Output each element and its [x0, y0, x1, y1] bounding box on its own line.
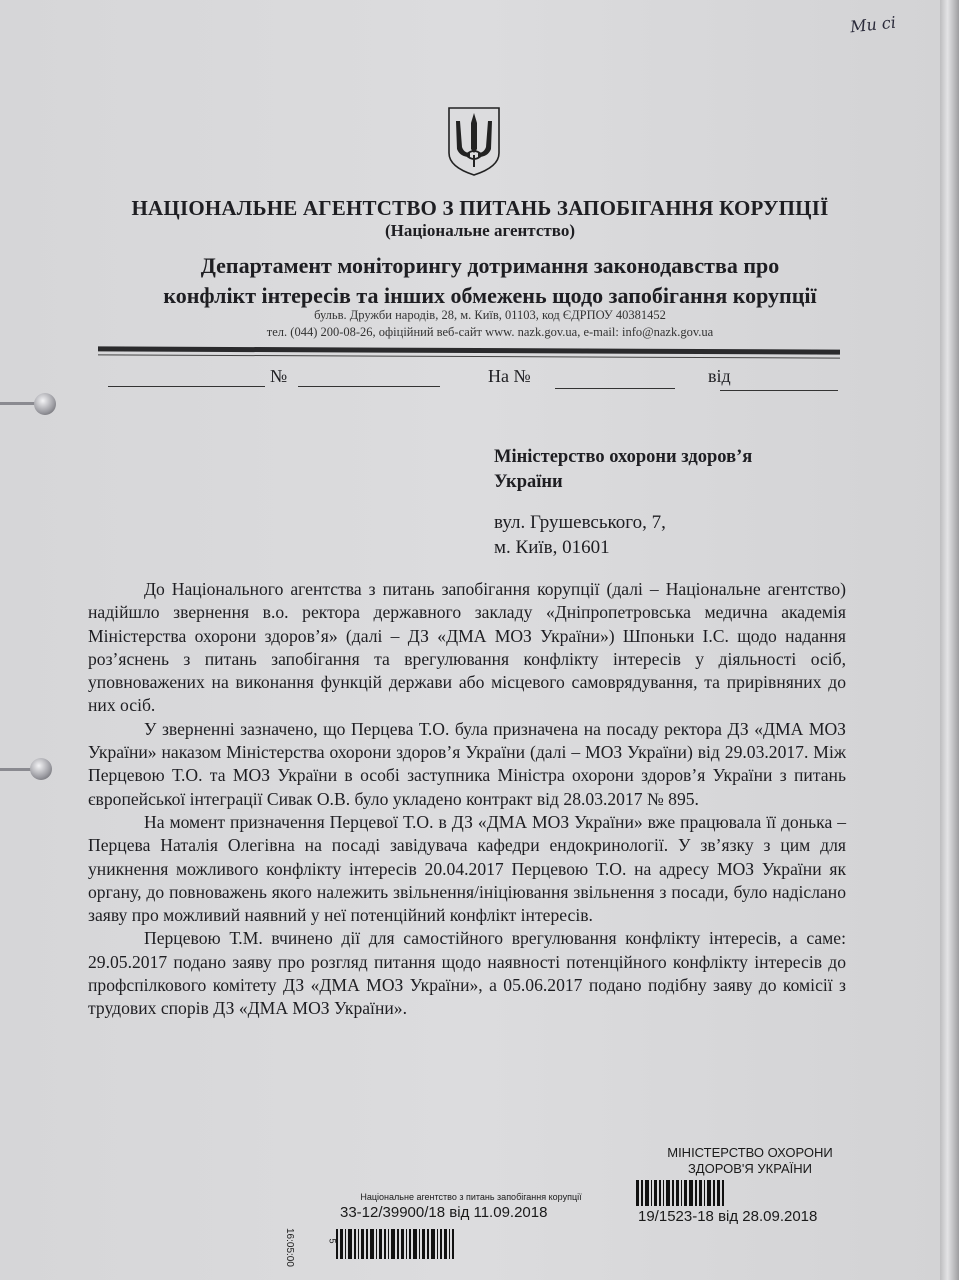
reply-date-blank: [720, 390, 838, 391]
stamp-org-line-1: МІНІСТЕРСТВО ОХОРОНИ: [667, 1145, 833, 1160]
reply-date-label: від: [708, 366, 731, 386]
reply-number-blank: [555, 388, 675, 389]
reply-number-label: На №: [488, 366, 531, 386]
ukraine-trident-emblem-icon: [446, 105, 502, 177]
stamp-side-mark: 5: [327, 1238, 338, 1244]
org-title: НАЦІОНАЛЬНЕ АГЕНТСТВО З ПИТАНЬ ЗАПОБІГАННЯ КОРУПЦІЇ: [131, 196, 829, 220]
org-short-name: (Національне агентство): [385, 221, 575, 240]
barcode-icon: [336, 1229, 606, 1259]
binder-ring-top: [34, 393, 56, 415]
department-line-1: Департамент моніторингу дотримання законодавства про: [200, 253, 780, 278]
binder-ring-bottom: [30, 758, 52, 780]
paragraph: У зверненні зазначено, що Перцева Т.О. була призначена на посаду ректора ДЗ «ДМА МОЗ України» наказом Міністерства охорони здоров’я України (далі – МОЗ України) від 29.03.2017. Між Перцевою Т.О. та МОЗ України в особі заступника Міністра охорони здоров’я України з питань європейської інтеграції Сивак О.В. було укладено контракт від 28.03.2017 № 895.: [88, 718, 846, 809]
stamp-reg-number: 19/1523-18 від 28.09.2018: [638, 1208, 818, 1225]
handwritten-note: Ми сі: [849, 12, 897, 37]
recipient-name: Міністерство охорони здоров’я України: [494, 447, 753, 492]
recipient-address: вул. Грушевського, 7, м. Київ, 01601: [494, 512, 666, 558]
barcode-icon: [636, 1180, 864, 1206]
paragraph: Перцевою Т.М. вчинено дії для самостійного врегулювання конфлікту інтересів, а саме: 29.05.2017 подано заяву про розгляд питання щодо наявності потенційного конфлікту інтересів до профспілкового комітету ДЗ «ДМА МОЗ України», а 05.06.2017 подано подібну заяву до комісії з трудових спорів ДЗ «ДМА МОЗ України».: [88, 928, 846, 1019]
stamp-org-line-2: ЗДОРОВ'Я УКРАЇНИ: [687, 1161, 813, 1176]
stamp-reg-number: 33-12/39900/18 від 11.09.2018: [340, 1204, 548, 1221]
nazk-registration-stamp: [327, 1192, 606, 1259]
moz-registration-stamp: [636, 1145, 864, 1225]
stamp-time: 16:05:00: [284, 1228, 295, 1267]
org-address: бульв. Дружби народів, 28, м. Київ, 01103, код ЄДРПОУ 40381452: [314, 308, 666, 322]
department-line-2: конфлікт інтересів та інших обмежень щодо запобігання корупції: [163, 283, 817, 308]
letter-body: [88, 578, 846, 1021]
page-stack-edge: [940, 0, 959, 1280]
number-blank: [298, 386, 440, 387]
department-name: [70, 251, 910, 311]
org-contacts: тел. (044) 200-08-26, офіційний веб-сайт www. nazk.gov.ua, e-mail: info@nazk.gov.ua: [266, 325, 714, 339]
paragraph: До Національного агентства з питань запобігання корупції (далі – Національне агентство) надійшло звернення в.о. ректора державного закладу «Дніпропетровська медична академія Міністерства охорони здоров’я» (далі – ДЗ «ДМА МОЗ України») Шпоньки І.С. щодо надання роз’яснень з питань запобігання та врегулювання конфлікту інтересів у діяльності осіб, уповноважених на виконання функцій держави або місцевого самоврядування, та прирівняних до них осіб.: [88, 579, 846, 716]
paragraph: На момент призначення Перцевої Т.О. в ДЗ «ДМА МОЗ України» вже працювала її донька – Перцева Наталія Олегівна на посаді завідувача кафедри ендокринології. У зв’язку з цим для уникнення можливого конфлікту інтересів 20.04.2017 Перцевою Т.О. на адресу МОЗ України як органу, до повноважень якого належить звільнення/ініціювання звільнення з посади, було надіслано заяву про можливий наявний у неї потенційний конфлікт інтересів.: [88, 811, 846, 926]
number-label: №: [270, 366, 288, 386]
date-blank: [108, 386, 265, 387]
stamp-org: Національне агентство з питань запобігання корупції: [360, 1192, 582, 1202]
